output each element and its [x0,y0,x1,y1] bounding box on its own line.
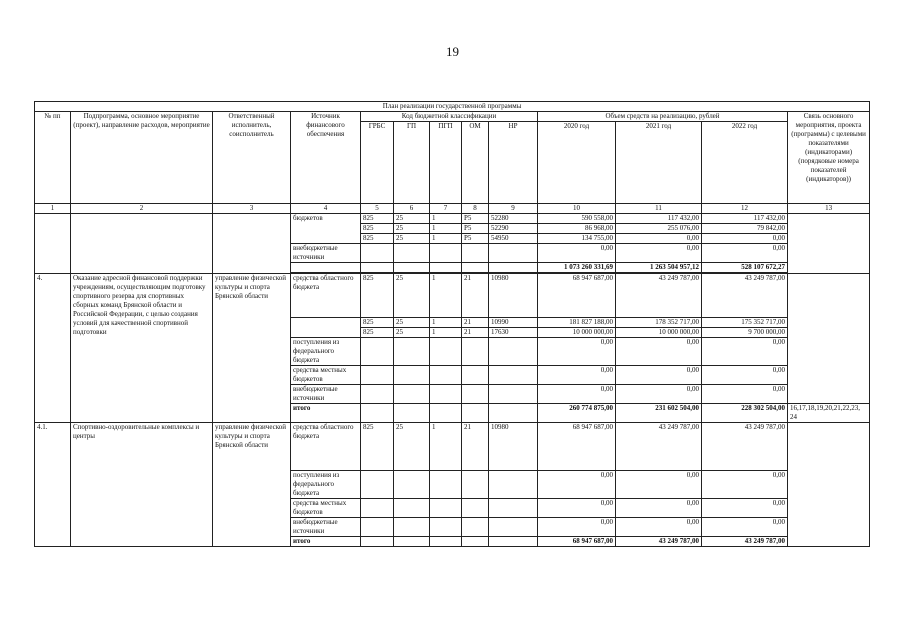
table-row: поступления из федерального бюджета 0,00 0,00 0,00 [35,471,870,499]
column-number: 8 [462,204,489,214]
total-row: итого 68 947 687,00 43 249 787,00 43 249 787,00 [35,537,870,547]
column-number: 12 [702,204,788,214]
source-cell: средства местных бюджетов [291,366,361,385]
table-title-row [35,102,870,112]
header-row-1 [35,112,870,122]
source-cell: внебюджетные источники [291,518,361,537]
program-name: Спортивно-оздоровительные комплексы и центры [71,423,213,547]
source-cell: внебюджетные источники [291,385,361,404]
total-row: итого 260 774 875,00 231 602 504,00 228 302 504,00 16,17,18,19,20,21,22,23, 24 [35,404,870,423]
header-volume: Объем средств на реализацию, рублей [538,112,788,122]
column-number: 11 [616,204,702,214]
column-number: 13 [788,204,870,214]
table-row: 825 25 1 Р5 52290 86 968,00 255 076,00 79 842,00 [35,224,870,234]
source-cell: поступления из федерального бюджета [291,471,361,499]
table-row: 825 25 1 21 10990 181 827 188,00 178 352 717,00 175 352 717,00 [35,318,870,328]
column-number: 3 [213,204,291,214]
source-cell: бюджетов [291,214,361,244]
program-plan-table [34,101,870,547]
source-cell: внебюджетные источники [291,244,361,263]
table-row: внебюджетные источники 0,00 0,00 0,00 [35,244,870,263]
responsible: управление физической культуры и спорта Брянской области [213,274,291,423]
header-link: Связь основного мероприятия, проекта (программы) с целевыми показателями (индикаторами) (порядковые номера показателей (индикаторов)) [788,112,870,204]
table-row: 4.1. Спортивно-оздоровительные комплексы и центры управление физической культуры и спорта Брянской области средства областного бюджета 825 25 1 21 10980 68 947 687,00 43 249 787,00 43 249 787,00 [35,423,870,471]
header-budget-code: Код бюджетной классификации [361,112,538,122]
program-name: Оказание адресной финансовой поддержки учреждениям, осуществляющим подготовку спортивного резерва для спортивных сборных команд Брянской области и Российской Федерации, с целью создания условий для качественной спортивной подготовки [71,274,213,423]
table-title: План реализации государственной программы [35,102,870,112]
column-number: 1 [35,204,71,214]
row-number: 4. [35,274,71,423]
header-gp: ГП [394,122,430,204]
header-responsible: Ответственный исполнитель, соисполнитель [213,112,291,204]
source-cell: поступления из федерального бюджета [291,338,361,366]
header-om: ОМ [462,122,489,204]
source-cell: средства областного бюджета [291,423,361,471]
column-number: 10 [538,204,616,214]
total-label: итого [291,404,361,423]
total-label: итого [291,537,361,547]
source-cell: средства местных бюджетов [291,499,361,518]
table-row: 825 25 1 Р5 54950 134 755,00 0,00 0,00 [35,234,870,244]
total-label [291,263,361,273]
header-pgp: ПГП [430,122,462,204]
column-number: 9 [489,204,538,214]
column-number: 4 [291,204,361,214]
table-row: внебюджетные источники 0,00 0,00 0,00 [35,385,870,404]
table-row: средства местных бюджетов 0,00 0,00 0,00 [35,366,870,385]
responsible: управление физической культуры и спорта Брянской области [213,423,291,547]
table-row: поступления из федерального бюджета 0,00 0,00 0,00 [35,338,870,366]
header-2020: 2020 год [538,122,616,204]
indicator-link: 16,17,18,19,20,21,22,23, 24 [788,404,870,423]
total-row: 1 073 260 331,69 1 263 504 957,12 528 107 672,27 [35,263,870,273]
table-row: бюджетов 825 25 1 Р5 52280 590 558,00 117 432,00 117 432,00 [35,214,870,224]
row-number: 4.1. [35,423,71,547]
column-number: 2 [71,204,213,214]
source-cell: средства областного бюджета [291,274,361,318]
column-number: 6 [394,204,430,214]
table-row: 4. Оказание адресной финансовой поддержки учреждениям, осуществляющим подготовку спортивного резерва для спортивных сборных команд Брянской области и Российской Федерации, с целью создания условий для качественной спортивной подготовки управление физической культуры и спорта Брянской области средства областного бюджета 825 25 1 21 10980 68 947 687,00 43 249 787,00 43 249 787,00 [35,274,870,318]
table-row: 825 25 1 21 17630 10 000 000,00 10 000 000,00 9 700 000,00 [35,328,870,338]
table-row: внебюджетные источники 0,00 0,00 0,00 [35,518,870,537]
page-number: 19 [446,44,459,59]
column-number: 5 [361,204,394,214]
table-row: средства местных бюджетов 0,00 0,00 0,00 [35,499,870,518]
column-numbers-row [35,204,870,214]
header-grbs: ГРБС [361,122,394,204]
header-nr: НР [489,122,538,204]
header-source: Источник финансового обеспечения [291,112,361,204]
column-number: 7 [430,204,462,214]
header-2022: 2022 год [702,122,788,204]
header-program: Подпрограмма, основное мероприятие (проект), направление расходов, мероприятие [71,112,213,204]
header-num: № пп [35,112,71,204]
header-2021: 2021 год [616,122,702,204]
